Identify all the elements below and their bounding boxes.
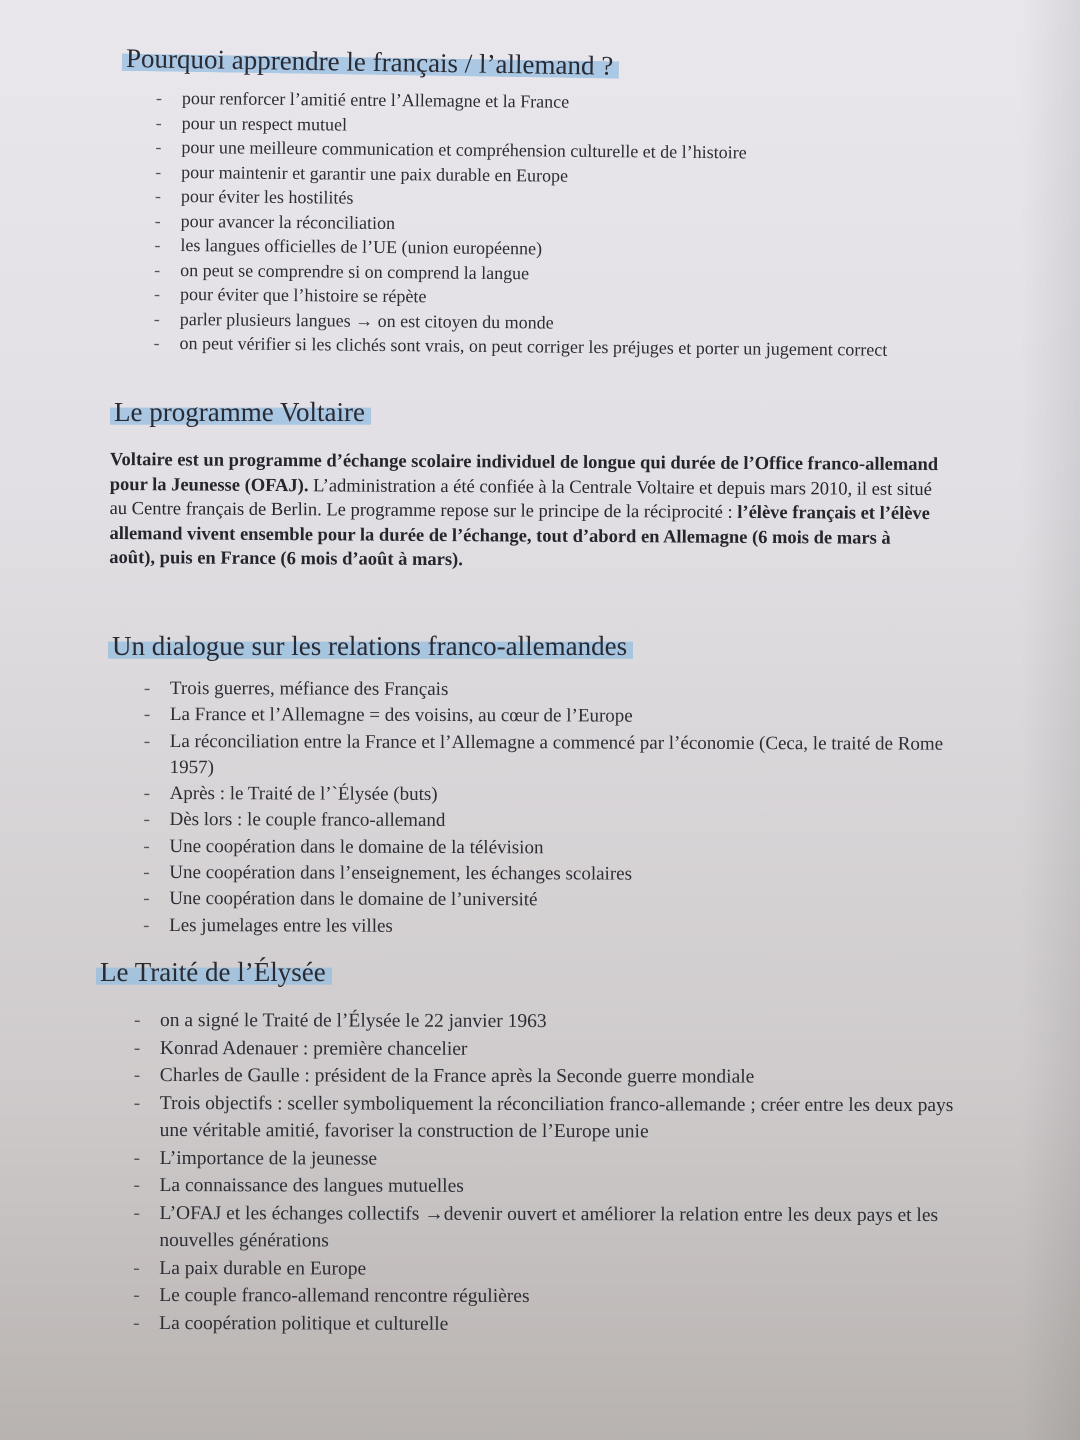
list-item-text: La France et l’Allemagne = des voisins, au cœur de l’Europe bbox=[169, 704, 633, 727]
bullet-dash: - bbox=[154, 259, 161, 280]
bullet-dash: - bbox=[155, 136, 162, 157]
bullet-dash: - bbox=[133, 1009, 141, 1031]
list-item-text: Après : le Traité de l’`Élysée (buts) bbox=[169, 783, 438, 806]
list-item bbox=[133, 1172, 979, 1202]
bullet-dash: - bbox=[143, 914, 150, 936]
list-item-text: La paix durable en Europe bbox=[159, 1257, 367, 1280]
list-item-text: Charles de Gaulle : président de la France après la Seconde guerre mondiale bbox=[159, 1064, 755, 1088]
title-highlight: Le programme Voltaire bbox=[110, 397, 371, 427]
list-item-text: parler plusieurs langues → on est citoyen du monde bbox=[179, 308, 554, 333]
section-title-why-learn bbox=[122, 42, 620, 82]
list-item-text: Une coopération dans le domaine de l’université bbox=[169, 888, 538, 911]
list-item-text: pour maintenir et garantir une paix durable en Europe bbox=[181, 161, 569, 186]
bullet-dash: - bbox=[133, 1037, 141, 1059]
list-item bbox=[143, 834, 949, 863]
bullet-dash: - bbox=[133, 1064, 141, 1086]
list-item-text: on a signé le Traité de l’Élysée le 22 janvier 1963 bbox=[159, 1010, 547, 1033]
bullet-dash: - bbox=[133, 1174, 141, 1196]
voltaire-normal-text: L’administration a été confiée à la Centrale Voltaire et depuis mars 2010, il est situé au Centre français de Berlin. Le programme repose sur le principe de la réciprocité : bbox=[109, 475, 932, 523]
list-item-text: les langues officielles de l’UE (union européenne) bbox=[180, 234, 543, 259]
bullet-dash: - bbox=[133, 1147, 141, 1169]
list-item bbox=[143, 702, 950, 731]
list-item-text: Trois guerres, méfiance des Français bbox=[169, 678, 449, 700]
bullet-dash: - bbox=[133, 1257, 140, 1279]
list-item bbox=[133, 1199, 979, 1256]
list-item-text: pour éviter les hostilités bbox=[180, 185, 354, 208]
elysee-list bbox=[133, 1007, 980, 1339]
list-item bbox=[143, 781, 950, 810]
bullet-dash: - bbox=[154, 210, 161, 231]
list-item-text: L’OFAJ et les échanges collectifs →devenir ouvert et améliorer la relation entre les deux pays et les nouvelles générations bbox=[159, 1202, 939, 1252]
section-title-voltaire bbox=[110, 396, 371, 428]
bullet-dash: - bbox=[153, 308, 160, 329]
bullet-dash: - bbox=[143, 783, 150, 805]
section-title-dialogue bbox=[108, 630, 633, 662]
list-item bbox=[143, 886, 949, 915]
bullet-dash: - bbox=[155, 112, 162, 133]
list-item-text: L’importance de la jeunesse bbox=[159, 1147, 378, 1170]
bullet-dash: - bbox=[143, 861, 150, 884]
list-item bbox=[143, 807, 949, 836]
list-item-text: on peut vérifier si les clichés sont vrais, on peut corriger les préjuges et porter un jugement correct bbox=[179, 332, 888, 360]
dialogue-list bbox=[143, 676, 950, 942]
voltaire-bold-conclusion: l’élève français et l’élève allemand vivent ensemble pour la durée de l’échange, tout d’abord en Allemagne (6 mois de mars à août), puis en France (6 mois d’août à mars). bbox=[109, 502, 930, 571]
bullet-dash: - bbox=[133, 1202, 140, 1224]
list-item-text: Dès lors : le couple franco-allemand bbox=[169, 809, 446, 832]
list-item bbox=[133, 1089, 980, 1146]
bullet-dash: - bbox=[143, 888, 150, 910]
section-title-elysee bbox=[96, 956, 332, 988]
list-item-text: La coopération politique et culturelle bbox=[159, 1312, 449, 1335]
list-item bbox=[143, 729, 950, 784]
voltaire-paragraph bbox=[109, 448, 940, 576]
title-highlight: Un dialogue sur les relations franco-allemandes bbox=[108, 631, 633, 661]
bullet-dash: - bbox=[153, 332, 160, 353]
list-item-text: pour une meilleure communication et compréhension culturelle et de l’histoire bbox=[181, 136, 747, 163]
list-item bbox=[133, 1034, 980, 1064]
list-item bbox=[133, 1282, 979, 1312]
bullet-dash: - bbox=[143, 677, 151, 699]
list-item bbox=[133, 1062, 980, 1092]
list-item-text: La réconciliation entre la France et l’Allemagne a commencé par l’économie (Ceca, le traité de Rome 1957) bbox=[169, 730, 944, 779]
bullet-dash: - bbox=[143, 809, 150, 831]
title-highlight: Le Traité de l’Élysée bbox=[96, 957, 332, 987]
bullet-dash: - bbox=[155, 87, 162, 108]
why-learn-list bbox=[153, 86, 942, 363]
list-item-text: Une coopération dans le domaine de la télévision bbox=[169, 835, 544, 859]
bullet-dash: - bbox=[155, 161, 162, 182]
bullet-dash: - bbox=[133, 1284, 140, 1306]
list-item-text: La connaissance des langues mutuelles bbox=[159, 1174, 464, 1197]
bullet-dash: - bbox=[154, 234, 161, 255]
list-item-text: Le couple franco-allemand rencontre régulières bbox=[159, 1284, 530, 1307]
bullet-dash: - bbox=[153, 283, 161, 304]
list-item-text: pour avancer la réconciliation bbox=[180, 210, 396, 233]
list-item bbox=[143, 913, 949, 942]
list-item-text: Une coopération dans l’enseignement, les échanges scolaires bbox=[169, 862, 633, 885]
bullet-dash: - bbox=[133, 1092, 141, 1114]
list-item-text: Les jumelages entre les villes bbox=[169, 914, 393, 937]
bullet-dash: - bbox=[133, 1312, 140, 1334]
bullet-dash: - bbox=[143, 704, 151, 726]
bullet-dash: - bbox=[143, 835, 150, 857]
list-item bbox=[133, 1007, 980, 1037]
voltaire-bold-intro: Voltaire est un programme d’échange scolaire individuel de longue qui durée de l’Office franco-allemand pour la Jeunesse (OFAJ). bbox=[109, 449, 939, 496]
list-item-text: Trois objectifs : sceller symboliquement la réconciliation franco-allemande ; créer entre les deux pays une véritable amitié, favoriser la construction de l’Europe unie bbox=[159, 1092, 954, 1143]
list-item-text: pour renforcer l’amitié entre l’Allemagne et la France bbox=[181, 87, 570, 112]
list-item-text: pour un respect mutuel bbox=[181, 112, 348, 135]
list-item bbox=[133, 1144, 980, 1174]
bullet-dash: - bbox=[154, 185, 162, 206]
bullet-dash: - bbox=[143, 730, 151, 752]
list-item-text: on peut se comprendre si on comprend la langue bbox=[180, 259, 530, 283]
list-item bbox=[133, 1309, 979, 1339]
list-item-text: Konrad Adenauer : première chancelier bbox=[159, 1037, 468, 1060]
list-item bbox=[133, 1254, 979, 1284]
title-highlight: Pourquoi apprendre le français / l’allemand ? bbox=[122, 43, 620, 81]
list-item-text: pour éviter que l’histoire se répète bbox=[179, 283, 427, 307]
list-item bbox=[143, 860, 949, 889]
list-item bbox=[143, 676, 950, 705]
